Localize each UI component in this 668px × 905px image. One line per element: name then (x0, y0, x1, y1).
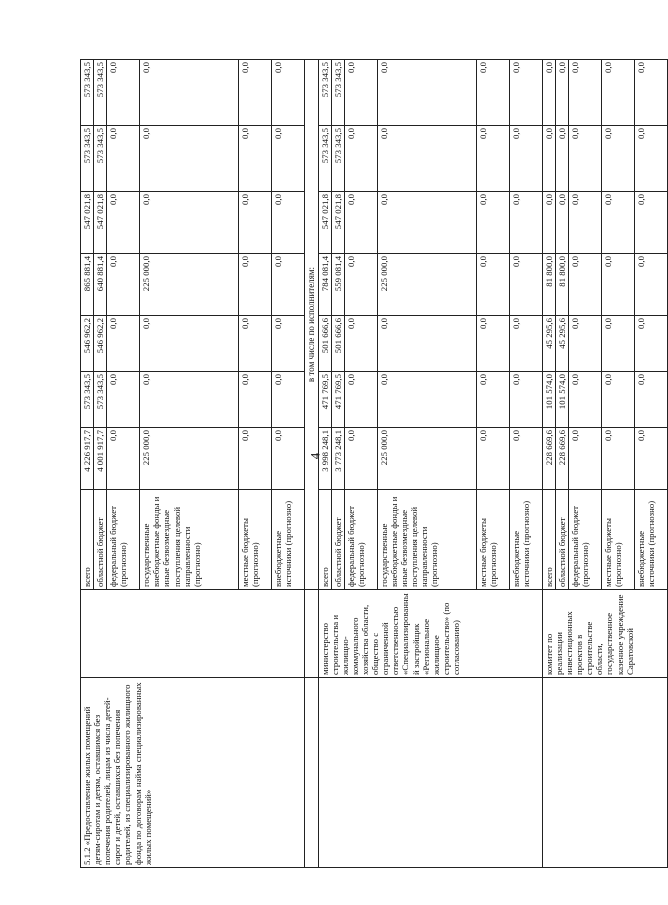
value-cell: 45 295,6 (555, 316, 568, 372)
value-cell: 0,0 (476, 372, 509, 428)
value-cell: 546 962,2 (94, 316, 107, 372)
value-cell: 0,0 (509, 192, 542, 254)
value-cell: 228 669,6 (555, 428, 568, 490)
value-cell: 573 343,5 (94, 126, 107, 192)
rotated-table-container (80, 60, 657, 868)
value-cell: 0,0 (555, 60, 568, 126)
value-cell: 0,0 (635, 192, 668, 254)
value-cell: 0,0 (344, 316, 377, 372)
value-cell: 573 343,5 (318, 60, 331, 126)
value-cell: 547 021,8 (331, 192, 344, 254)
value-cell: 0,0 (509, 372, 542, 428)
value-cell: 45 295,6 (542, 316, 555, 372)
table-body (81, 60, 668, 868)
funding-source-cell: местные бюджеты (прогнозно) (476, 490, 509, 590)
value-cell: 865 881,4 (81, 254, 94, 316)
value-cell: 0,0 (635, 428, 668, 490)
value-cell: 0,0 (476, 316, 509, 372)
value-cell: 0,0 (377, 372, 476, 428)
table-row (542, 60, 555, 868)
value-cell: 0,0 (377, 192, 476, 254)
value-cell: 225 000,0 (140, 254, 239, 316)
value-cell: 559 081,4 (331, 254, 344, 316)
funding-source-cell: всего (542, 490, 555, 590)
value-cell: 0,0 (602, 192, 635, 254)
funding-source-cell: федеральный бюджет (прогнозно) (107, 490, 140, 590)
value-cell: 0,0 (140, 126, 239, 192)
funding-source-cell: областной бюджет (94, 490, 107, 590)
value-cell: 0,0 (555, 126, 568, 192)
value-cell: 573 343,5 (331, 126, 344, 192)
value-cell: 0,0 (140, 192, 239, 254)
value-cell: 0,0 (509, 316, 542, 372)
value-cell: 0,0 (107, 254, 140, 316)
executor-cell (81, 590, 305, 678)
executor-cell (305, 590, 318, 678)
value-cell: 0,0 (107, 428, 140, 490)
value-cell: 0,0 (272, 254, 305, 316)
value-cell: 0,0 (272, 428, 305, 490)
funding-source-cell: государственные внебюджетные фонды и иные безвозмездные поступления целевой направленности (прогнозно) (140, 490, 239, 590)
value-cell: 0,0 (239, 126, 272, 192)
value-cell: 0,0 (542, 60, 555, 126)
value-cell: 0,0 (239, 254, 272, 316)
value-cell: 0,0 (272, 126, 305, 192)
value-cell: 0,0 (569, 372, 602, 428)
value-cell: 0,0 (635, 316, 668, 372)
value-cell: 0,0 (272, 60, 305, 126)
value-cell: 0,0 (107, 316, 140, 372)
value-cell: 225 000,0 (140, 428, 239, 490)
value-cell: 501 666,6 (331, 316, 344, 372)
value-cell: 0,0 (569, 192, 602, 254)
value-cell: 0,0 (377, 126, 476, 192)
value-cell: 0,0 (602, 254, 635, 316)
value-cell: 547 021,8 (94, 192, 107, 254)
value-cell: 0,0 (239, 428, 272, 490)
value-cell: 0,0 (569, 60, 602, 126)
value-cell: 0,0 (542, 126, 555, 192)
value-cell: 0,0 (140, 60, 239, 126)
value-cell: 640 881,4 (94, 254, 107, 316)
value-cell: 573 343,5 (94, 60, 107, 126)
value-cell: 101 574,0 (542, 372, 555, 428)
value-cell: 0,0 (344, 126, 377, 192)
executor-cell: комитет по реализации инвестиционных проектов в строительстве области, государственное казенное учреждение Саратовской (542, 590, 667, 678)
value-cell: 0,0 (344, 60, 377, 126)
value-cell: 225 000,0 (377, 254, 476, 316)
value-cell: 573 343,5 (94, 372, 107, 428)
page-number: 4 (307, 452, 323, 460)
funding-source-cell: внебюджетные источники (прогнозно) (509, 490, 542, 590)
value-cell: 546 962,2 (81, 316, 94, 372)
value-cell: 573 343,5 (331, 60, 344, 126)
value-cell: 0,0 (542, 192, 555, 254)
value-cell: 501 666,6 (318, 316, 331, 372)
value-cell: 471 769,5 (331, 372, 344, 428)
value-cell: 3 998 248,1 (318, 428, 331, 490)
value-cell: 573 343,5 (81, 372, 94, 428)
document-page (80, 60, 657, 868)
value-cell: 0,0 (635, 126, 668, 192)
value-cell: 0,0 (476, 60, 509, 126)
value-cell: 81 800,0 (555, 254, 568, 316)
value-cell: 3 773 248,1 (331, 428, 344, 490)
measure-cell: 5.1.2 «Предоставление жилых помещений детям-сиротам и детям, оставшимся без попечения родителей, лицам из числа детей-сирот и детей, оставшихся без попечения родителей, из специализированного жилищного фонда по договорам найма специализированных жилых помещений» (81, 678, 305, 868)
value-cell: 0,0 (377, 60, 476, 126)
value-cell: 0,0 (602, 126, 635, 192)
value-cell: 0,0 (569, 316, 602, 372)
funding-source-cell: местные бюджеты (прогнозно) (239, 490, 272, 590)
value-cell: 228 669,6 (542, 428, 555, 490)
executor-cell: министерство строительства и жилищно-коммунального хозяйства области, общество с ограниченной ответственностью «Специализированный застройщик «Региональное жилищное строительство» (по согласованию) (318, 590, 542, 678)
funding-source-cell: федеральный бюджет (прогнозно) (344, 490, 377, 590)
value-cell: 0,0 (272, 192, 305, 254)
funding-source-cell: федеральный бюджет (прогнозно) (569, 490, 602, 590)
value-cell: 573 343,5 (81, 60, 94, 126)
value-cell: 0,0 (602, 60, 635, 126)
table-row (81, 60, 94, 868)
value-cell: 81 800,0 (542, 254, 555, 316)
funding-source-cell: всего (318, 490, 331, 590)
value-cell: 784 081,4 (318, 254, 331, 316)
value-cell: 0,0 (569, 428, 602, 490)
executors-breakdown-label: в том числе по исполнителям: (305, 60, 318, 590)
value-cell: 0,0 (140, 372, 239, 428)
value-cell: 0,0 (107, 60, 140, 126)
value-cell: 4 226 917,7 (81, 428, 94, 490)
value-cell: 0,0 (107, 126, 140, 192)
table-row (305, 60, 318, 868)
value-cell: 547 021,8 (318, 192, 331, 254)
value-cell: 547 021,8 (81, 192, 94, 254)
funding-source-cell: внебюджетные источники (прогнозно) (635, 490, 668, 590)
value-cell: 0,0 (635, 254, 668, 316)
value-cell: 0,0 (107, 372, 140, 428)
value-cell: 225 000,0 (377, 428, 476, 490)
measure-cell (542, 678, 667, 868)
value-cell: 0,0 (602, 372, 635, 428)
value-cell: 0,0 (569, 126, 602, 192)
funding-source-cell: внебюджетные источники (прогнозно) (272, 490, 305, 590)
value-cell: 0,0 (476, 192, 509, 254)
value-cell: 0,0 (344, 192, 377, 254)
value-cell: 0,0 (602, 428, 635, 490)
value-cell: 0,0 (476, 254, 509, 316)
budget-table (80, 59, 668, 868)
value-cell: 0,0 (239, 60, 272, 126)
value-cell: 471 769,5 (318, 372, 331, 428)
value-cell: 573 343,5 (318, 126, 331, 192)
value-cell: 4 001 917,7 (94, 428, 107, 490)
value-cell: 0,0 (239, 316, 272, 372)
value-cell: 0,0 (635, 60, 668, 126)
value-cell: 0,0 (377, 316, 476, 372)
value-cell: 0,0 (509, 254, 542, 316)
value-cell: 0,0 (239, 372, 272, 428)
value-cell: 0,0 (569, 254, 602, 316)
funding-source-cell: областной бюджет (555, 490, 568, 590)
value-cell: 0,0 (602, 316, 635, 372)
value-cell: 0,0 (344, 254, 377, 316)
value-cell: 0,0 (476, 126, 509, 192)
value-cell: 101 574,0 (555, 372, 568, 428)
value-cell: 0,0 (272, 372, 305, 428)
value-cell: 0,0 (107, 192, 140, 254)
value-cell: 0,0 (509, 60, 542, 126)
value-cell: 0,0 (635, 372, 668, 428)
value-cell: 0,0 (509, 428, 542, 490)
value-cell: 573 343,5 (81, 126, 94, 192)
table-row (318, 60, 331, 868)
funding-source-cell: государственные внебюджетные фонды и иные безвозмездные поступления целевой направленности (прогнозно) (377, 490, 476, 590)
value-cell: 0,0 (344, 372, 377, 428)
value-cell: 0,0 (509, 126, 542, 192)
value-cell: 0,0 (344, 428, 377, 490)
funding-source-cell: местные бюджеты (прогнозно) (602, 490, 635, 590)
value-cell: 0,0 (272, 316, 305, 372)
value-cell: 0,0 (239, 192, 272, 254)
value-cell: 0,0 (476, 428, 509, 490)
funding-source-cell: всего (81, 490, 94, 590)
value-cell: 0,0 (555, 192, 568, 254)
measure-cell (305, 678, 318, 868)
measure-cell (318, 678, 542, 868)
funding-source-cell: областной бюджет (331, 490, 344, 590)
value-cell: 0,0 (140, 316, 239, 372)
